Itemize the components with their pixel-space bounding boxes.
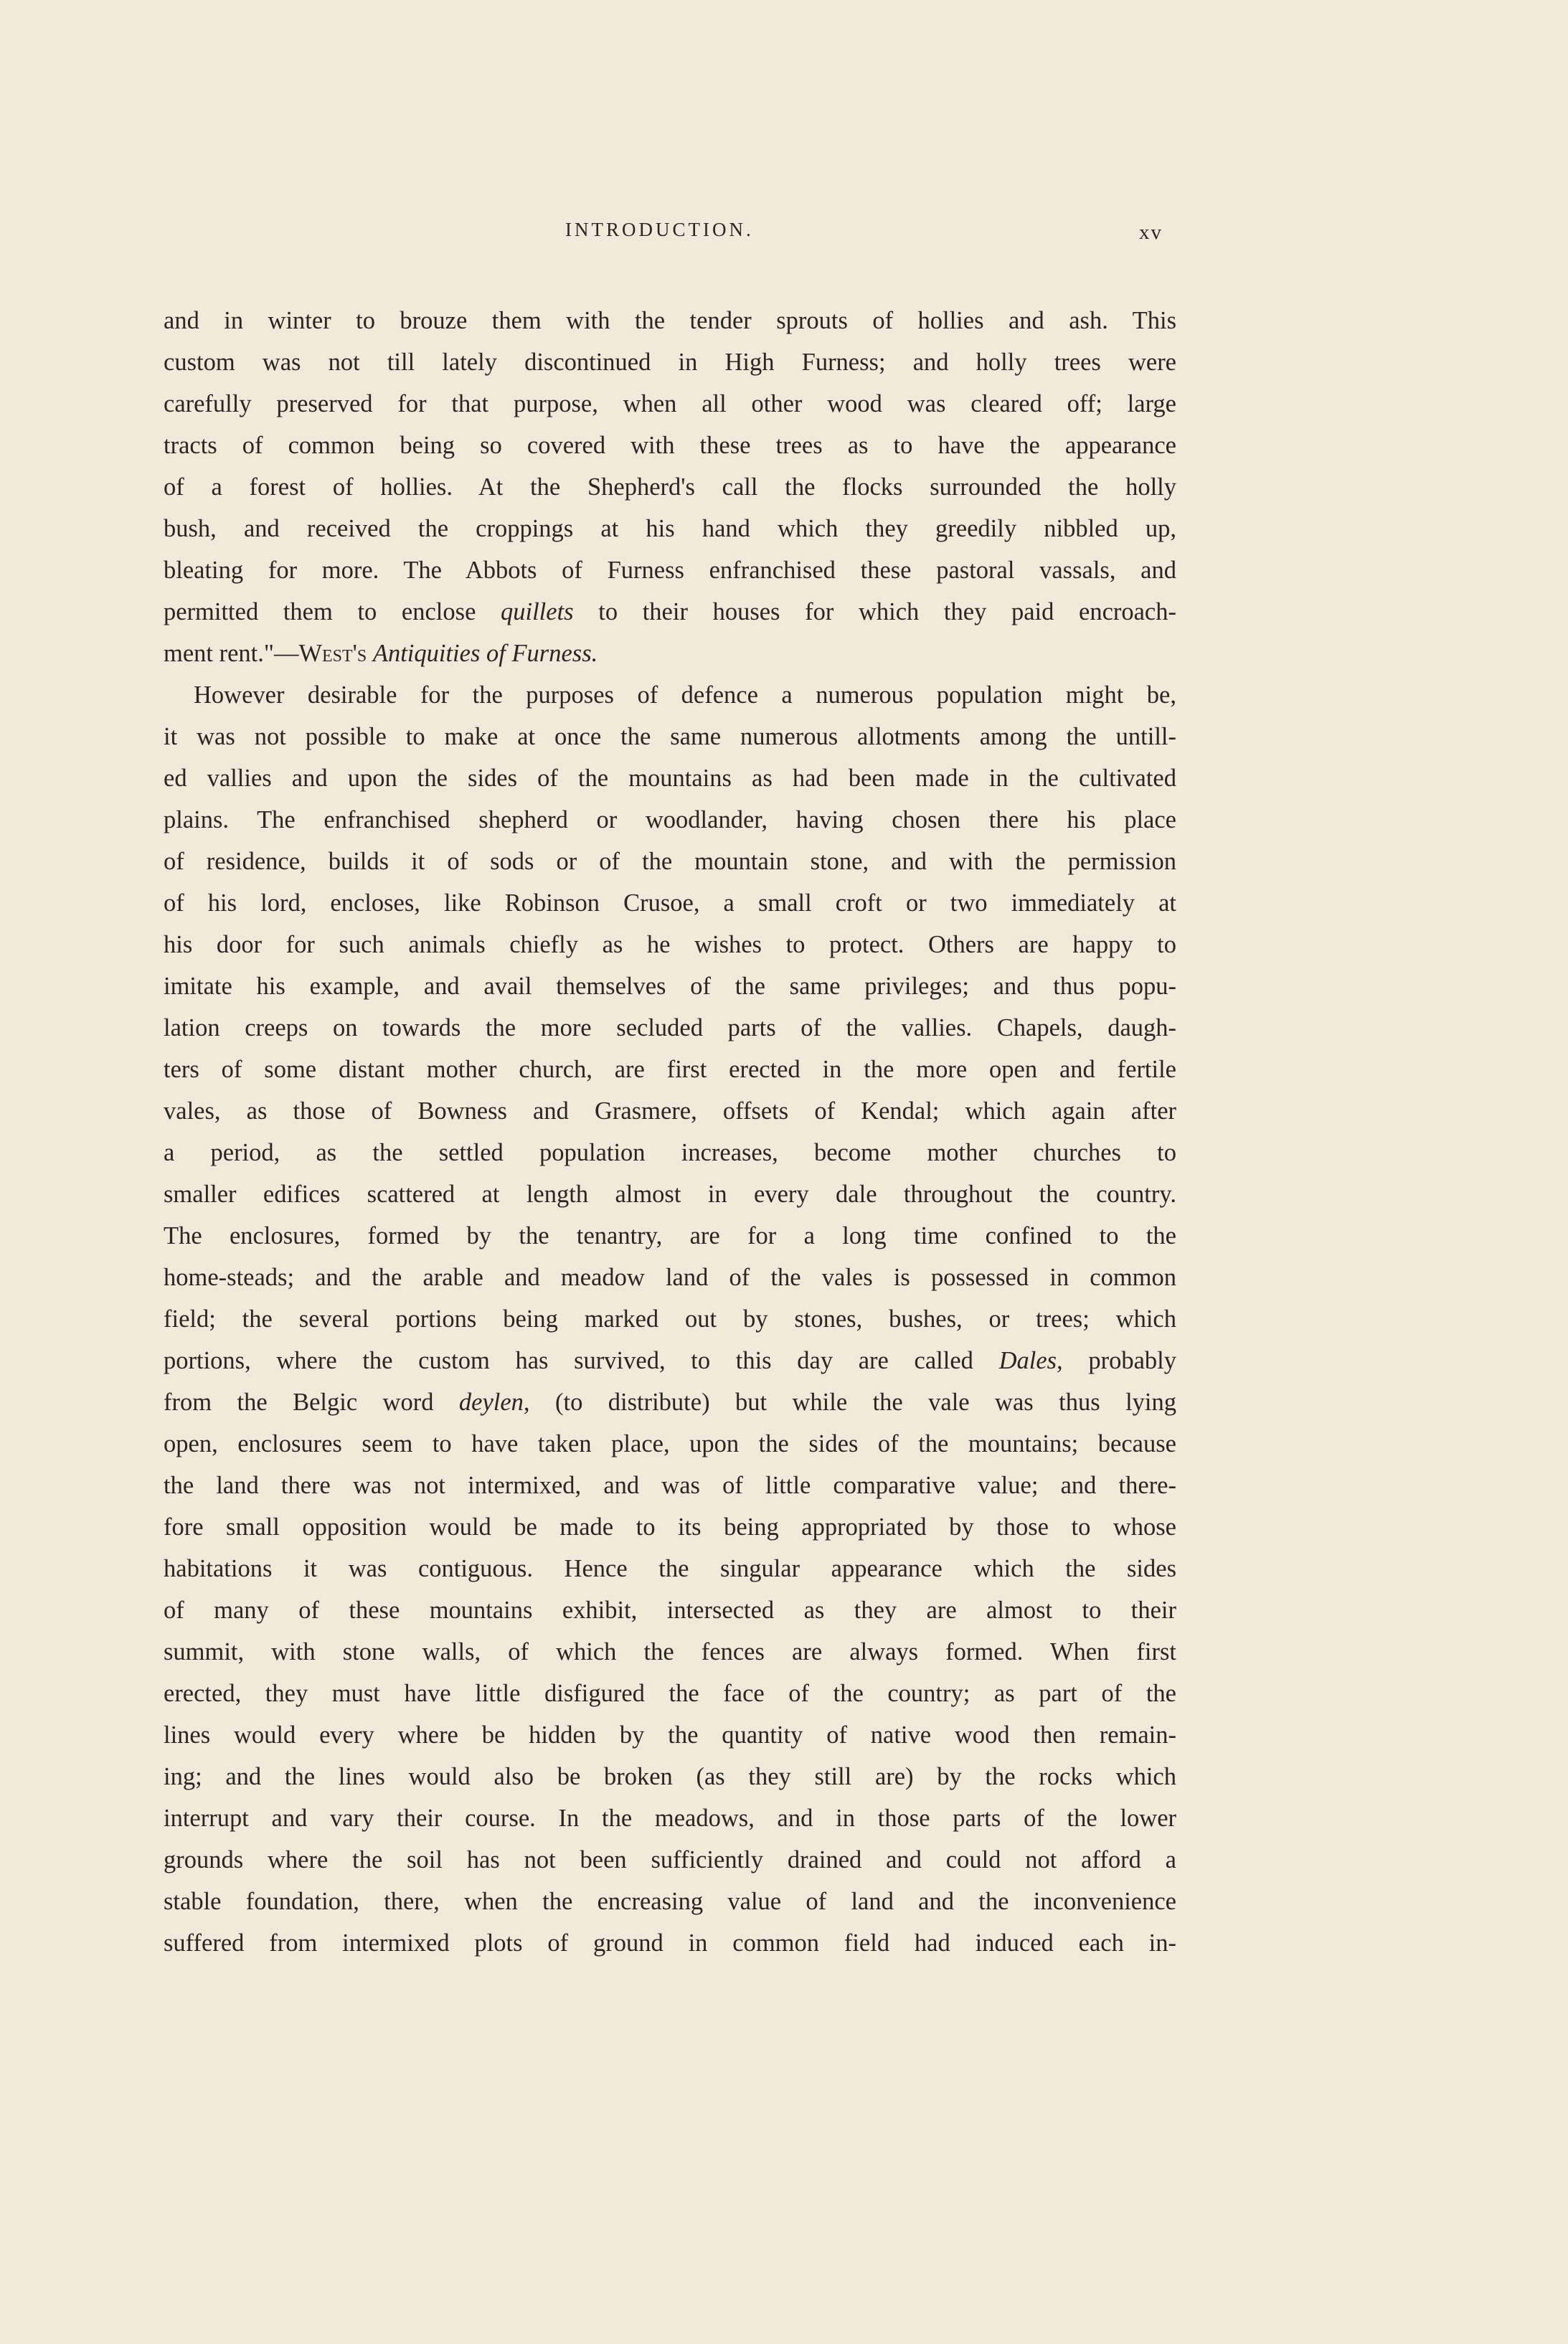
paragraph-2 [164,674,1176,1964]
text-line: and in winter to brouze them with the tender sprouts of hollies and ash. This [164,307,1176,334]
text-line: suffered from intermixed plots of ground in common field had induced each in- [164,1929,1176,1957]
text-run: probably [1062,1347,1176,1374]
text-run: (to distribute) but while the vale was thus lying [529,1389,1177,1416]
text-line: ed vallies and upon the sides of the mountains as had been made in the cultivated [164,765,1176,792]
text-line: a period, as the settled population increases, become mother churches to [164,1139,1176,1166]
text-line: lation creeps on towards the more secluded parts of the vallies. Chapels, daugh- [164,1014,1176,1041]
text-run: ment rent."— [164,640,299,667]
text-line: tracts of common being so covered with these trees as to have the appearance [164,432,1176,459]
citation-line [164,633,1176,674]
text-line: ing; and the lines would also be broken (as they still are) by the rocks which [164,1763,1176,1790]
text-line: field; the several portions being marked out by stones, bushes, or trees; which [164,1305,1176,1333]
text-run: to their houses for which they paid encroach- [573,598,1176,625]
text-line [164,1381,1176,1423]
text-line: fore small opposition would be made to its being appropriated by those to whose [164,1513,1176,1541]
page-number: xv [1139,221,1163,244]
paragraph-1 [164,300,1176,674]
text-run: portions, where the custom has survived, to this day are called [164,1347,999,1374]
text-line: imitate his example, and avail themselves of the same privileges; and thus popu- [164,973,1176,1000]
text-line: lines would every where be hidden by the quantity of native wood then remain- [164,1721,1176,1749]
text-line: grounds where the soil has not been sufficiently drained and could not afford a [164,1846,1176,1873]
text-line: summit, with stone walls, of which the fences are always formed. When first [164,1638,1176,1665]
text-line: open, enclosures seem to have taken place, upon the sides of the mountains; because [164,1430,1176,1457]
text-line: of his lord, encloses, like Robinson Crusoe, a small croft or two immediately at [164,889,1176,917]
text-line: the land there was not intermixed, and was of little comparative value; and there- [164,1472,1176,1499]
text-line: bush, and received the croppings at his hand which they greedily nibbled up, [164,515,1176,542]
text-line: of many of these mountains exhibit, intersected as they are almost to their [164,1597,1176,1624]
text-line: of residence, builds it of sods or of the mountain stone, and with the permission [164,848,1176,875]
italic-term-quillets: quillets [501,598,574,625]
text-line: his door for such animals chiefly as he wishes to protect. Others are happy to [164,931,1176,958]
text-line: habitations it was contiguous. Hence the singular appearance which the sides [164,1555,1176,1582]
text-line: home-steads; and the arable and meadow land of the vales is possessed in common [164,1264,1176,1291]
italic-term-dales: Dales, [998,1347,1063,1374]
text-line: stable foundation, there, when the encreasing value of land and the inconvenience [164,1888,1176,1915]
text-line: However desirable for the purposes of defence a numerous population might be, [194,681,1176,709]
text-line: carefully preserved for that purpose, when all other wood was cleared off; large [164,390,1176,417]
text-line: interrupt and vary their course. In the meadows, and in those parts of the lower [164,1805,1176,1832]
italic-term-deylen: deylen, [458,1389,530,1416]
text-line: it was not possible to make at once the same numerous allotments among the untill- [164,723,1176,750]
citation-title: Antiquities of Furness. [372,640,598,667]
text-run: from the Belgic word [164,1389,459,1416]
text-run: permitted them to enclose [164,598,501,625]
text-line: bleating for more. The Abbots of Furness enfranchised these pastoral vassals, and [164,557,1176,584]
text-line: vales, as those of Bowness and Grasmere, offsets of Kendal; which again after [164,1097,1176,1125]
text-line: smaller edifices scattered at length almost in every dale throughout the country. [164,1181,1176,1208]
text-line [164,1340,1176,1381]
text-line [164,591,1176,633]
text-line: ters of some distant mother church, are first erected in the more open and fertile [164,1056,1176,1083]
text-line: The enclosures, formed by the tenantry, are for a long time confined to the [164,1222,1176,1249]
text-line: of a forest of hollies. At the Shepherd's call the flocks surrounded the holly [164,473,1176,501]
running-head: INTRODUCTION. [565,219,754,240]
text-line: plains. The enfranchised shepherd or woodlander, having chosen there his place [164,806,1176,833]
citation-author: West's [298,640,367,667]
body-text [164,300,1176,1964]
text-line: erected, they must have little disfigured the face of the country; as part of the [164,1680,1176,1707]
text-line: custom was not till lately discontinued in High Furness; and holly trees were [164,349,1176,376]
